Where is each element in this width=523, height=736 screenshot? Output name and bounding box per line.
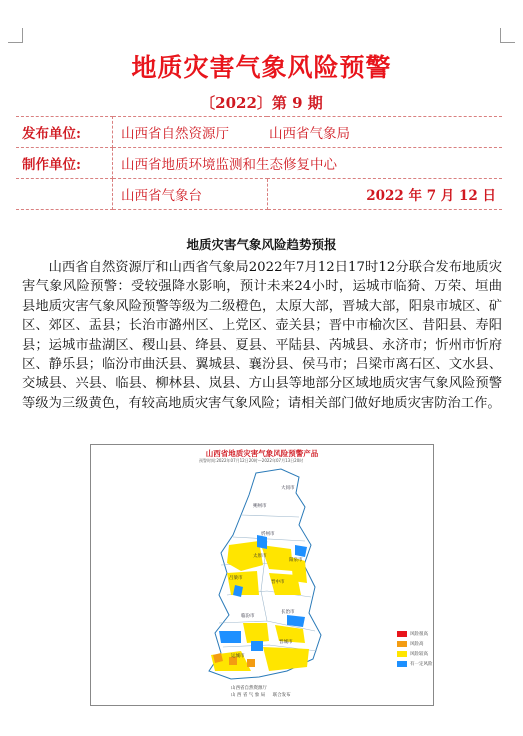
legend-label-relatively-high: 风险较高 xyxy=(410,652,428,657)
city-label-xinzhou: 忻州市 xyxy=(261,532,275,537)
risk-map-figure xyxy=(90,444,434,706)
legend-label-high: 风险高 xyxy=(410,642,424,647)
city-label-jinzhong: 晋中市 xyxy=(271,580,285,585)
map-legend xyxy=(397,629,433,669)
publisher-1: 山西省自然资源厅 xyxy=(121,126,229,142)
publisher-info-table xyxy=(16,116,502,210)
producer-value: 山西省地质环境监测和生态修复中心 xyxy=(113,148,503,179)
city-label-lvliang: 吕梁市 xyxy=(229,576,243,581)
legend-swatch-red xyxy=(397,631,407,637)
producer-row xyxy=(16,148,502,179)
producer-2-value: 山西省气象台 xyxy=(113,179,268,210)
legend-item-high xyxy=(397,639,433,649)
corner-mark-left xyxy=(8,28,23,43)
city-label-yuncheng: 运城市 xyxy=(231,654,245,659)
map-time-range: 预警时间:2022年07月12日20时—2022年07月13日20时 xyxy=(199,458,304,463)
legend-swatch-blue xyxy=(397,661,407,667)
publisher-row xyxy=(16,117,502,148)
producer-date-row xyxy=(16,179,502,210)
legend-swatch-orange xyxy=(397,641,407,647)
empty-label-cell xyxy=(16,179,113,210)
publisher-values xyxy=(113,117,503,148)
publisher-2: 山西省气象局 xyxy=(269,126,350,142)
shanxi-map xyxy=(91,445,433,705)
city-label-shuozhou: 朔州市 xyxy=(253,504,267,509)
forecast-body-text: 山西省自然资源厅和山西省气象局2022年7月12日17时12分联合发布地质灾害气象风险预警：受较强降水影响，预计未来24小时，运城市临猗、万荣、垣曲县地质灾害气象风险预警等级为二级橙色，太原大部，晋城大部，阳泉市城区、矿区、郊区、盂县；长治市潞州区、上党区、壶关县；晋中市榆次区、昔阳县、寿阳县；运城市盐湖区、稷山县、绛县、夏县、平陆县、芮城县、永济市；忻州市忻府区、静乐县；临汾市曲沃县、翼城县、襄汾县、侯马市；吕梁市离石区、文水县、交城县、兴县、临县、柳林县、岚县、方山县等地部分区域地质灾害气象风险预警等级为三级黄色，有较高地质灾害气象风险；请相关部门做好地质灾害防治工作。 xyxy=(22,260,502,411)
city-label-changzhi: 长治市 xyxy=(281,610,295,615)
document-title: 地质灾害气象风险预警 xyxy=(131,53,392,82)
map-title: 山西省地质灾害气象风险预警产品 xyxy=(205,449,319,458)
legend-swatch-yellow xyxy=(397,651,407,657)
city-label-jincheng: 晋城市 xyxy=(279,640,293,645)
city-label-datong: 大同市 xyxy=(281,486,295,491)
map-footer xyxy=(231,685,291,699)
forecast-subtitle: 地质灾害气象风险趋势预报 xyxy=(186,237,337,252)
legend-label-some-risk: 有一定风险 xyxy=(410,662,433,667)
issue-number: 〔2022〕第 9 期 xyxy=(200,94,323,112)
issue-date: 2022 年 7 月 12 日 xyxy=(267,179,502,210)
city-label-yangquan: 阳泉市 xyxy=(289,558,303,563)
map-footer-publisher-2: 山 西 省 气 象 局 xyxy=(231,693,266,698)
legend-item-some-risk xyxy=(397,659,433,669)
legend-label-very-high: 风险很高 xyxy=(410,632,428,637)
map-footer-joint: 联合发布 xyxy=(272,693,291,698)
corner-mark-right xyxy=(500,28,515,43)
legend-item-very-high xyxy=(397,629,433,639)
city-label-linfen: 临汾市 xyxy=(241,614,255,619)
city-label-taiyuan: 太原市 xyxy=(253,554,267,559)
legend-item-relatively-high xyxy=(397,649,433,659)
publisher-label: 发布单位: xyxy=(16,117,113,148)
map-footer-publisher-1: 山西省自然资源厅 xyxy=(231,686,267,691)
producer-label: 制作单位: xyxy=(16,148,113,179)
